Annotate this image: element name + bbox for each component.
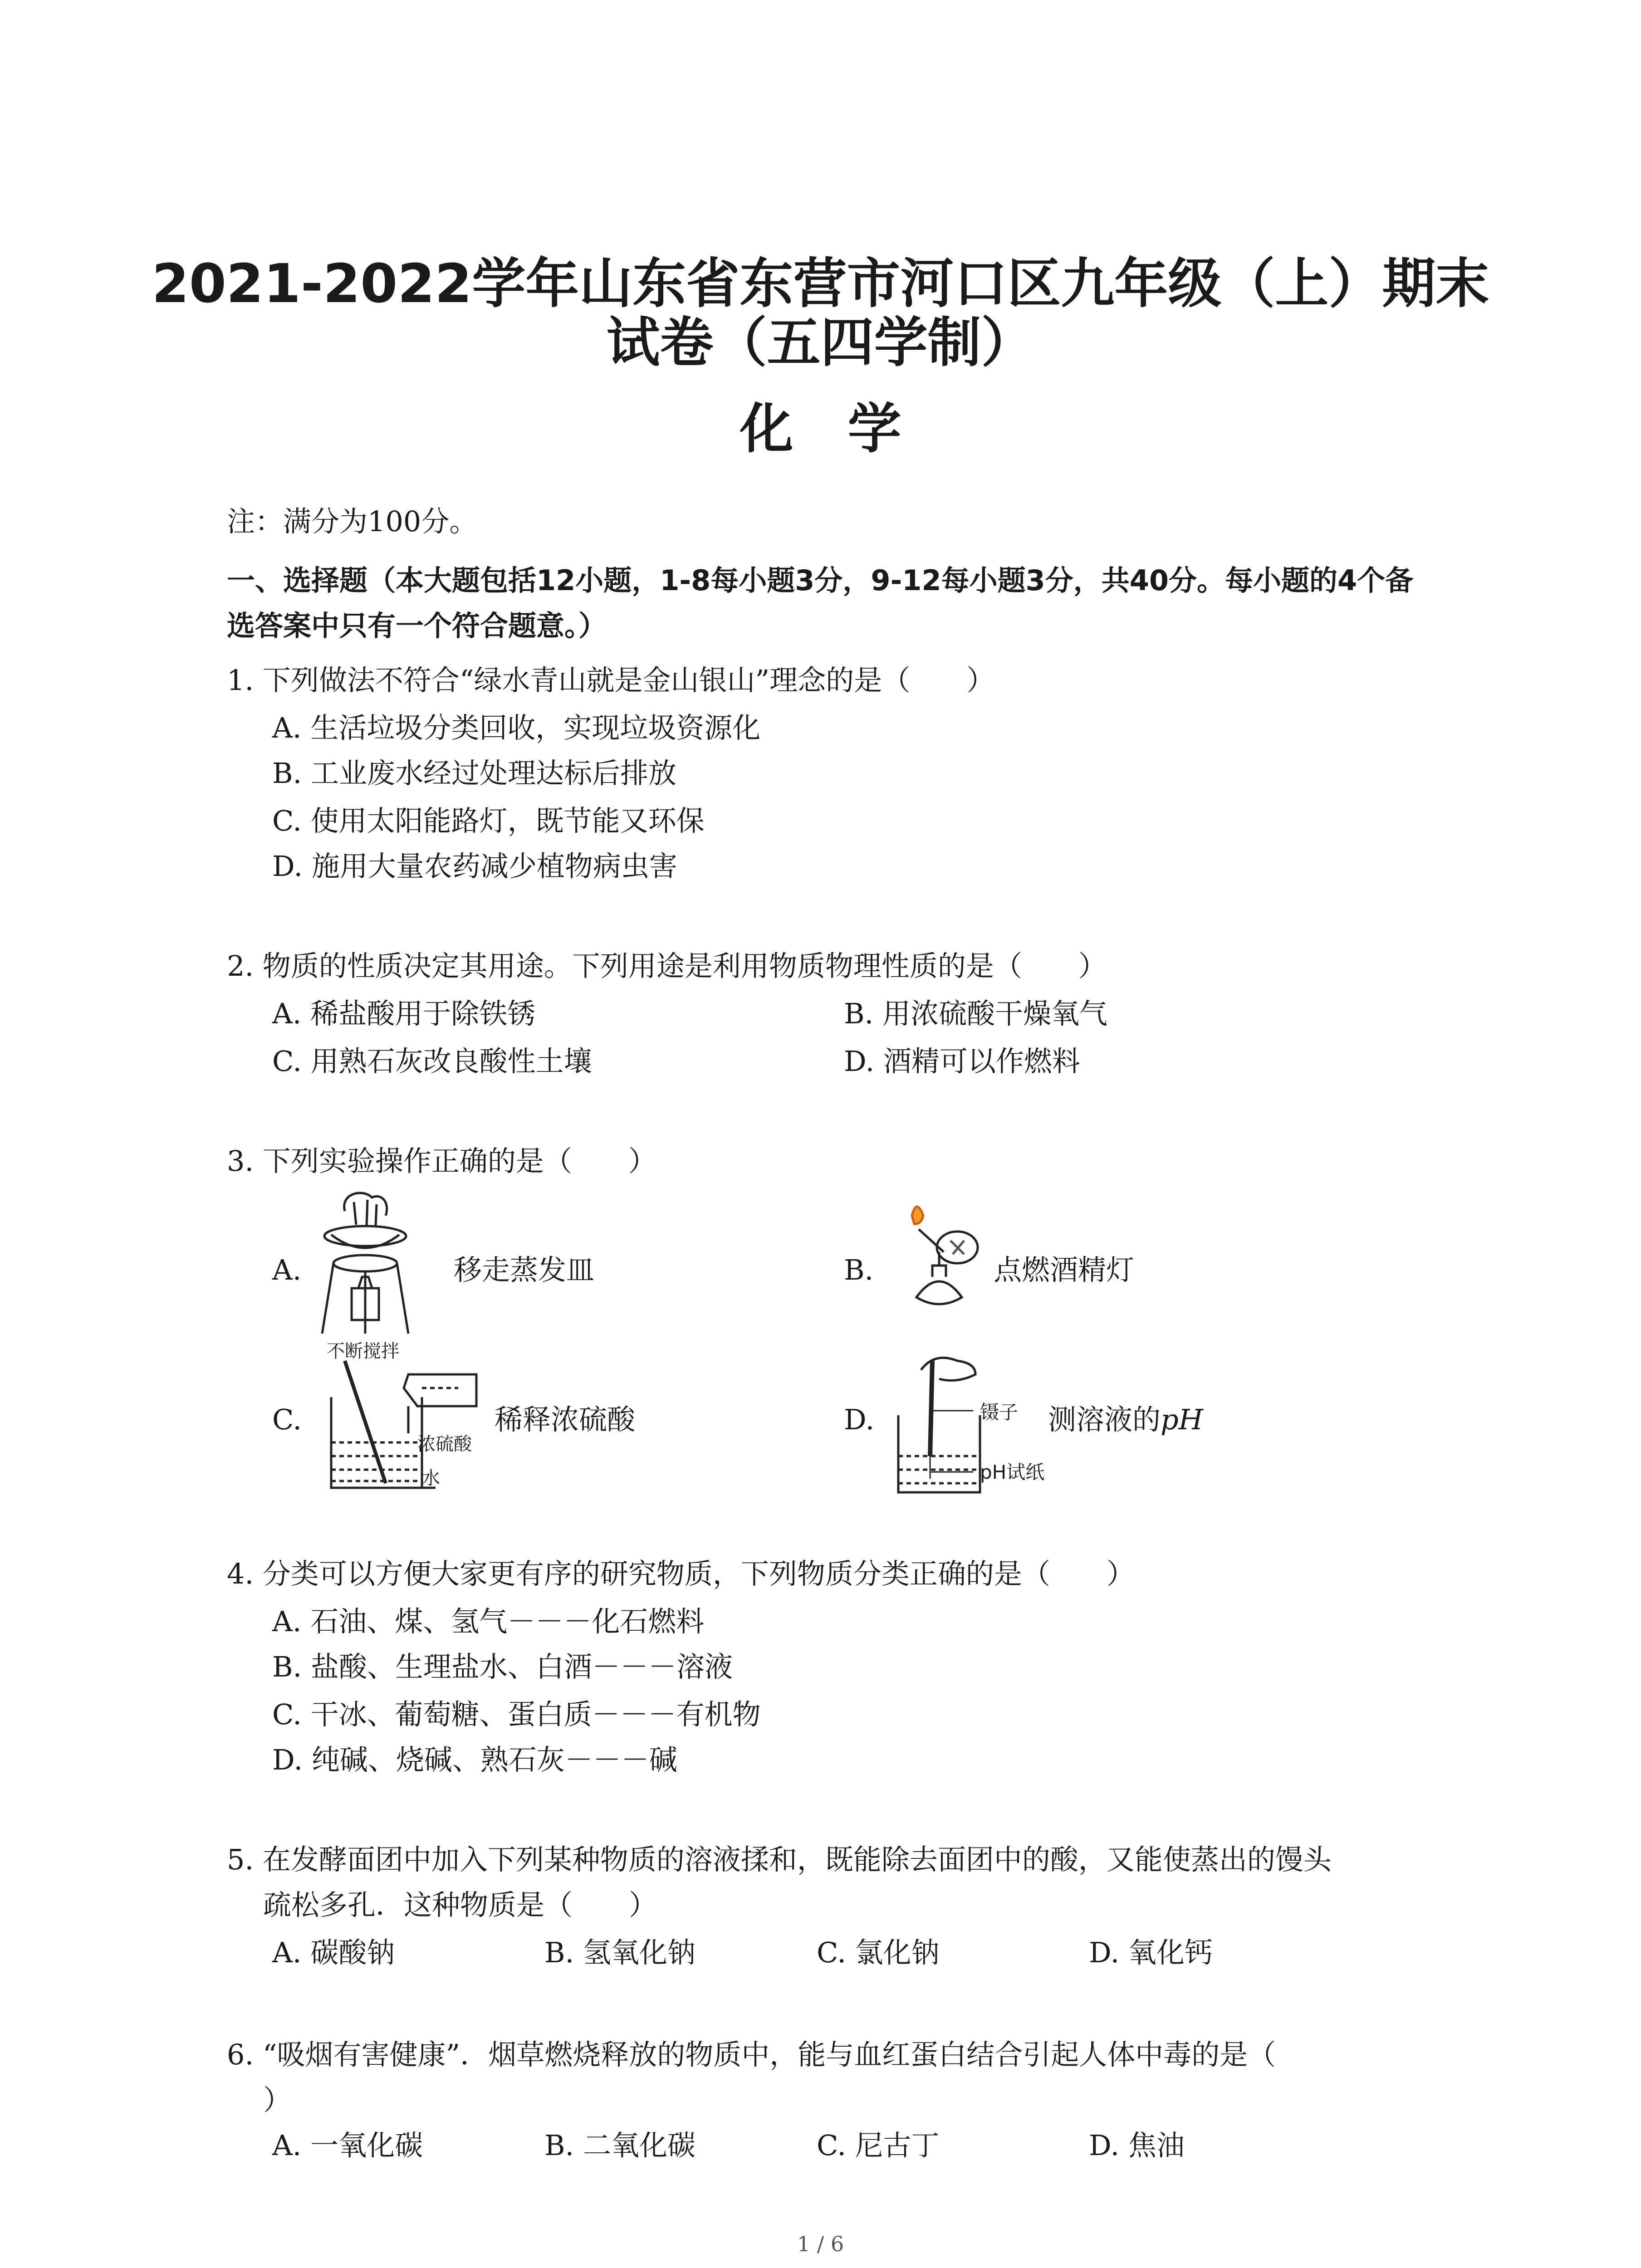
question-2-option-a: A. 稀盐酸用于除铁锈 — [272, 997, 536, 1030]
question-3-option-b-letter: B. — [844, 1253, 874, 1286]
question-2-option-b: B. 用浓硫酸干燥氧气 — [844, 997, 1107, 1030]
question-6-option-c: C. 尼古丁 — [817, 2129, 940, 2162]
question-5-option-a: A. 碳酸钠 — [272, 1936, 395, 1969]
evaporating-dish-illustration — [313, 1184, 422, 1338]
question-1-stem: 1. 下列做法不符合“绿水青山就是金山银山”理念的是（ ） — [227, 664, 995, 697]
question-1-option-a: A. 生活垃圾分类回收，实现垃圾资源化 — [272, 711, 761, 744]
question-6-stem-cont: ） — [263, 2083, 292, 2116]
water-label: 水 — [422, 1468, 440, 1489]
question-2-option-c: C. 用熟石灰改良酸性土壤 — [272, 1045, 592, 1078]
question-4-stem: 4. 分类可以方便大家更有序的研究物质，下列物质分类正确的是（ ） — [227, 1557, 1135, 1590]
ph-paper-label: pH试纸 — [980, 1461, 1045, 1483]
question-6-stem: 6. “吸烟有害健康”．烟草燃烧释放的物质中，能与血红蛋白结合引起人体中毒的是（ — [227, 2038, 1276, 2071]
question-3-option-d-letter: D. — [844, 1403, 875, 1436]
question-3-option-c-caption: 稀释浓硫酸 — [495, 1403, 636, 1436]
question-3-option-b-caption: 点燃酒精灯 — [994, 1253, 1135, 1286]
section-heading-line-2: 选答案中只有一个符合题意。） — [227, 609, 607, 642]
question-6-option-d: D. 焦油 — [1089, 2129, 1185, 2162]
stir-label: 不断搅拌 — [327, 1341, 399, 1362]
dilute-sulfuric-acid-illustration — [318, 1343, 508, 1497]
tweezers-label: 镊子 — [980, 1401, 1019, 1423]
question-5-option-d: D. 氧化钙 — [1089, 1936, 1213, 1969]
question-4-option-a: A. 石油、煤、氢气－－－化石燃料 — [272, 1605, 705, 1638]
alcohol-lamp-illustration — [889, 1198, 989, 1329]
question-5-stem-cont: 疏松多孔．这种物质是（ ） — [263, 1888, 657, 1921]
question-4-option-b: B. 盐酸、生理盐水、白酒－－－溶液 — [272, 1650, 733, 1683]
question-3-stem: 3. 下列实验操作正确的是（ ） — [227, 1144, 656, 1178]
question-1-option-c: C. 使用太阳能路灯，既节能又环保 — [272, 804, 705, 837]
question-5-option-c: C. 氯化钠 — [817, 1936, 940, 1969]
question-4-option-d: D. 纯碱、烧碱、熟石灰－－－碱 — [272, 1743, 677, 1776]
question-3-option-a-letter: A. — [272, 1253, 302, 1286]
question-6-option-b: B. 二氧化碳 — [544, 2129, 696, 2162]
question-2-option-d: D. 酒精可以作燃料 — [844, 1045, 1080, 1078]
page-number: 1 / 6 — [797, 2232, 844, 2256]
page-title-line-2: 试卷（五四学制） — [606, 311, 1035, 374]
subject-title: 化学 — [740, 397, 956, 460]
question-3-option-d-caption: 测溶液的pH — [1048, 1403, 1203, 1436]
question-5-option-b: B. 氢氧化钠 — [544, 1936, 696, 1969]
question-1-option-d: D. 施用大量农药减少植物病虫害 — [272, 850, 677, 883]
question-3-option-c-letter: C. — [272, 1403, 302, 1436]
question-3-option-a-caption: 移走蒸发皿 — [454, 1253, 595, 1286]
question-5-stem: 5. 在发酵面团中加入下列某种物质的溶液揉和，既能除去面团中的酸，又能使蒸出的馒头 — [227, 1843, 1332, 1876]
section-heading-line-1: 一、选择题（本大题包括12小题，1-8每小题3分，9-12每小题3分，共40分。每小题的4个备 — [227, 564, 1414, 597]
question-6-option-a: A. 一氧化碳 — [272, 2129, 423, 2162]
note: 注：满分为100分。 — [227, 505, 478, 538]
question-4-option-c: C. 干冰、葡萄糖、蛋白质－－－有机物 — [272, 1698, 761, 1731]
question-1-option-b: B. 工业废水经过处理达标后排放 — [272, 757, 676, 790]
concentrated-acid-label: 浓硫酸 — [417, 1434, 472, 1455]
question-2-stem: 2. 物质的性质决定其用途。下列用途是利用物质物理性质的是（ ） — [227, 949, 1107, 982]
page-title-line-1: 2021-2022学年山东省东营市河口区九年级（上）期末 — [152, 252, 1489, 315]
